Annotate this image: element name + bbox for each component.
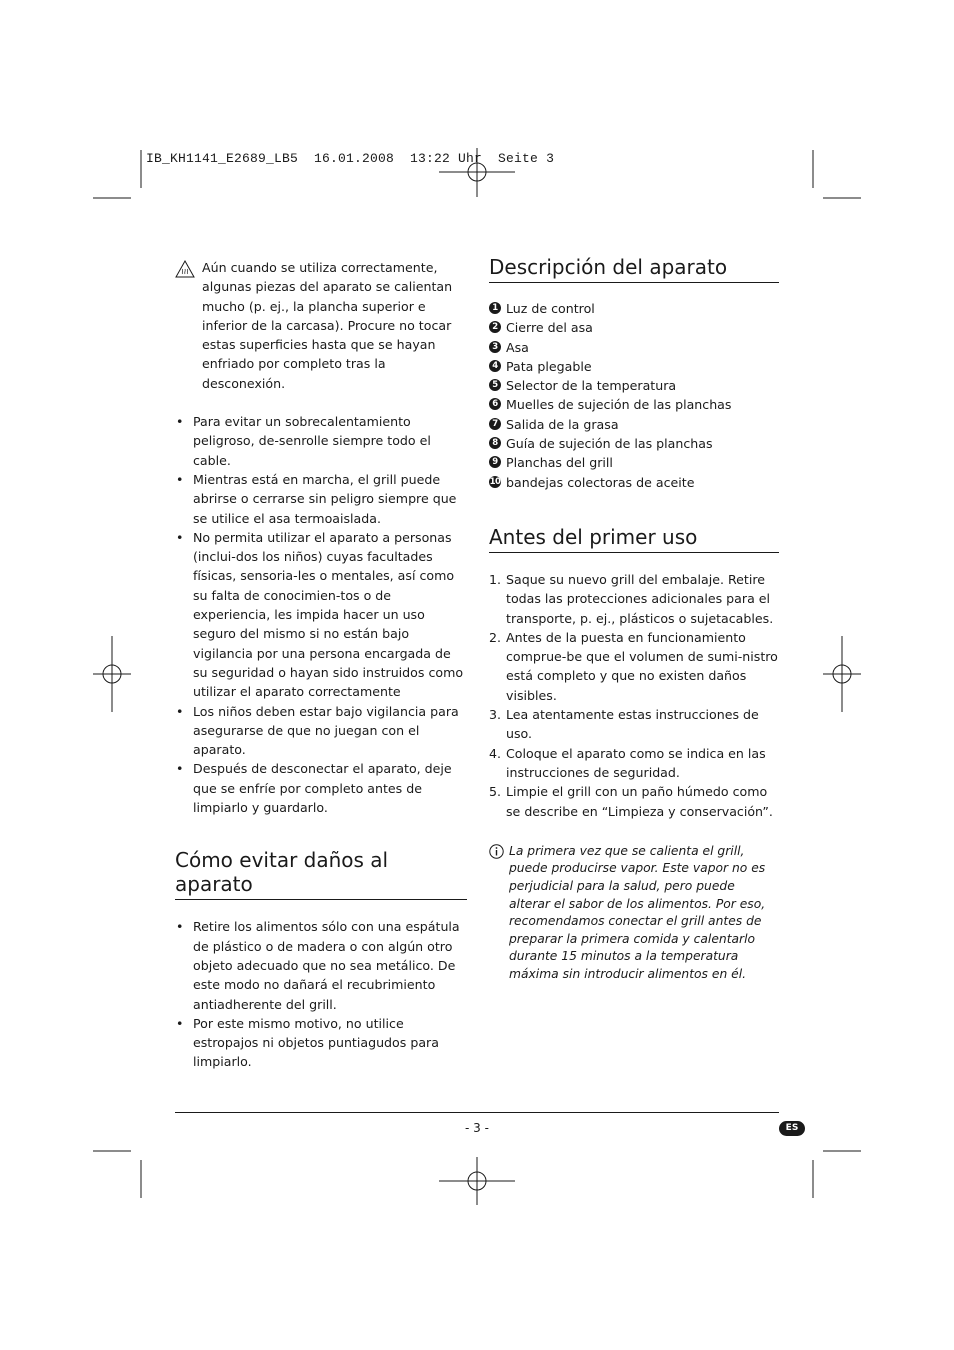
- step-number: 5.: [489, 784, 502, 800]
- safety-bullet-list: [175, 412, 467, 817]
- list-item: • Para evitar un sobrecalentamiento peligroso, de-senrolle siempre todo el cable.: [176, 414, 431, 468]
- parts-list: [489, 299, 779, 492]
- part-label: bandejas colectoras de aceite: [506, 474, 695, 490]
- step-number: 2.: [489, 629, 502, 645]
- damage-bullet-list: [175, 917, 467, 1071]
- list-item: [489, 338, 779, 357]
- part-label: Luz de control: [506, 301, 595, 316]
- list-item: [489, 744, 779, 783]
- part-label: Planchas del grill: [506, 455, 613, 471]
- first-use-section-heading: Antes del primer uso: [489, 525, 779, 553]
- step-text: Antes de la puesta en funcionamiento comprue-be que el volumen de sumi-nistro está completo y que no existen daños visibles.: [506, 629, 778, 703]
- list-item: [489, 357, 779, 376]
- part-label: Asa: [506, 339, 529, 355]
- first-use-steps: [489, 570, 779, 821]
- bullet-text: No permita utilizar el aparato a personas (inclui-dos los niños) cuyas facultades físicas, sensoria-les o mentales, así como su falta de conocimien-tos o de experiencia, les impida hacer un uso seguro del mismo si no están bajo vigilancia por una persona encargada de su seguridad o hayan sido instruidos como utilizar el aparato correctamente: [193, 529, 464, 700]
- step-number: 3.: [489, 707, 502, 723]
- part-number-badge: 10: [489, 476, 501, 487]
- list-item: [489, 376, 779, 395]
- list-item: • Mientras está en marcha, el grill puede abrirse o cerrarse sin peligro siempre que se utilice el asa termoaislada.: [176, 471, 457, 526]
- list-item: • Retire los alimentos sólo con una espátula de plástico o de madera o con algún otro objeto adecuado que no sea metálico. De este modo no dañará el recubrimiento antiadherente del grill.: [176, 919, 460, 1012]
- bullet-text: Después de desconectar el aparato, deje que se enfríe por completo antes de limpiarlo y guardarlo.: [193, 761, 452, 816]
- bullet-text: Para evitar un sobrecalentamiento peligroso, de-senrolle siempre todo el cable.: [193, 414, 431, 468]
- footer-rule: [175, 1112, 779, 1113]
- part-number-badge: 8: [489, 437, 501, 449]
- part-label: Muelles de sujeción de las planchas: [506, 397, 732, 413]
- print-slug: IB_KH1141_E2689_LB5 16.01.2008 13:22 Uhr Seite 3: [146, 151, 555, 166]
- step-text: Coloque el aparato como se indica en las instrucciones de seguridad.: [506, 745, 766, 780]
- step-number: 1.: [489, 571, 502, 587]
- bullet-text: Retire los alimentos sólo con una espátula de plástico o de madera o con algún otro objeto adecuado que no sea metálico. De este modo no dañará el recubrimiento antiadherente del grill.: [193, 919, 460, 1012]
- list-item: [489, 318, 779, 337]
- list-item: [489, 299, 779, 318]
- list-item: [489, 415, 779, 434]
- part-label: Salida de la grasa: [506, 416, 619, 432]
- info-icon: [489, 844, 504, 859]
- bullet-text: Por este mismo motivo, no utilice estropajos ni objetos puntiagudos para limpiarlo.: [193, 1015, 439, 1070]
- bullet-text: Los niños deben estar bajo vigilancia para asegurarse de que no juegan con el aparato.: [193, 703, 459, 758]
- page-number: - 3 -: [465, 1121, 489, 1135]
- part-number-badge: 3: [489, 341, 501, 353]
- list-item: [489, 570, 779, 628]
- info-note: [489, 843, 779, 984]
- list-item: [489, 782, 779, 821]
- bullet-text: Mientras está en marcha, el grill puede abrirse o cerrarse sin peligro siempre que se utilice el asa termoaislada.: [193, 471, 457, 526]
- part-label: Cierre del asa: [506, 320, 593, 336]
- part-label: Pata plegable: [506, 358, 592, 374]
- info-text: La primera vez que se calienta el grill, puede producirse vapor. Este vapor no es perjudicial para la salud, pero puede alterar el sabor de los alimentos. Por eso, recomendamos conectar el grill antes de preparar la primera comida y calentarlo durante 15 minutos a la temperatura máxima sin introducir alimentos en él.: [509, 843, 766, 981]
- left-column: [175, 258, 467, 1072]
- step-text: Limpie el grill con un paño húmedo como se describe en “Limpieza y conservación”.: [506, 784, 773, 819]
- part-number-badge: 7: [489, 418, 501, 430]
- step-text: Lea atentamente estas instrucciones de uso.: [506, 707, 759, 742]
- list-item: [489, 628, 779, 705]
- hot-surface-warning-icon: [175, 260, 195, 278]
- part-label: Guía de sujeción de las planchas: [506, 436, 713, 452]
- list-item: [489, 473, 779, 492]
- warning-text: Aún cuando se utiliza correctamente, algunas piezas del aparato se calientan mucho (p. ej., la plancha superior e inferior de la carcasa). Procure no tocar estas superficies hasta que se hayan enfriado por completo tras la desconexión.: [202, 260, 453, 391]
- part-number-badge: 9: [489, 456, 501, 468]
- part-number-badge: 5: [489, 379, 501, 391]
- list-item: • Después de desconectar el aparato, deje que se enfríe por completo antes de limpiarlo y guardarlo.: [176, 761, 452, 816]
- step-number: 4.: [489, 745, 502, 761]
- step-text: Saque su nuevo grill del embalaje. Retire todas las protecciones adicionales para el transporte, p. ej., plásticos o sujetacables.: [506, 571, 774, 626]
- damage-section-heading: Cómo evitar daños al aparato: [175, 848, 467, 900]
- list-item: [489, 434, 779, 453]
- part-number-badge: 1: [489, 302, 501, 314]
- right-column: [489, 255, 779, 984]
- hot-surface-warning: [175, 258, 467, 393]
- list-item: • Los niños deben estar bajo vigilancia para asegurarse de que no juegan con el aparato.: [176, 703, 459, 758]
- list-item: [489, 705, 779, 744]
- language-badge: ES: [779, 1121, 805, 1136]
- description-section-heading: Descripción del aparato: [489, 255, 779, 283]
- part-number-badge: 4: [489, 360, 501, 372]
- part-label: Selector de la temperatura: [506, 378, 677, 394]
- list-item: [489, 453, 779, 472]
- list-item: • Por este mismo motivo, no utilice estropajos ni objetos puntiagudos para limpiarlo.: [176, 1015, 439, 1070]
- list-item: • No permita utilizar el aparato a personas (inclui-dos los niños) cuyas facultades físicas, sensoria-les o mentales, así como su falta de conocimien-tos o de experiencia, les impida hacer un uso seguro del mismo si no están bajo vigilancia por una persona encargada de su seguridad o hayan sido instruidos como utilizar el aparato correctamente: [176, 529, 464, 700]
- part-number-badge: 6: [489, 398, 501, 410]
- list-item: [489, 395, 779, 414]
- part-number-badge: 2: [489, 321, 501, 333]
